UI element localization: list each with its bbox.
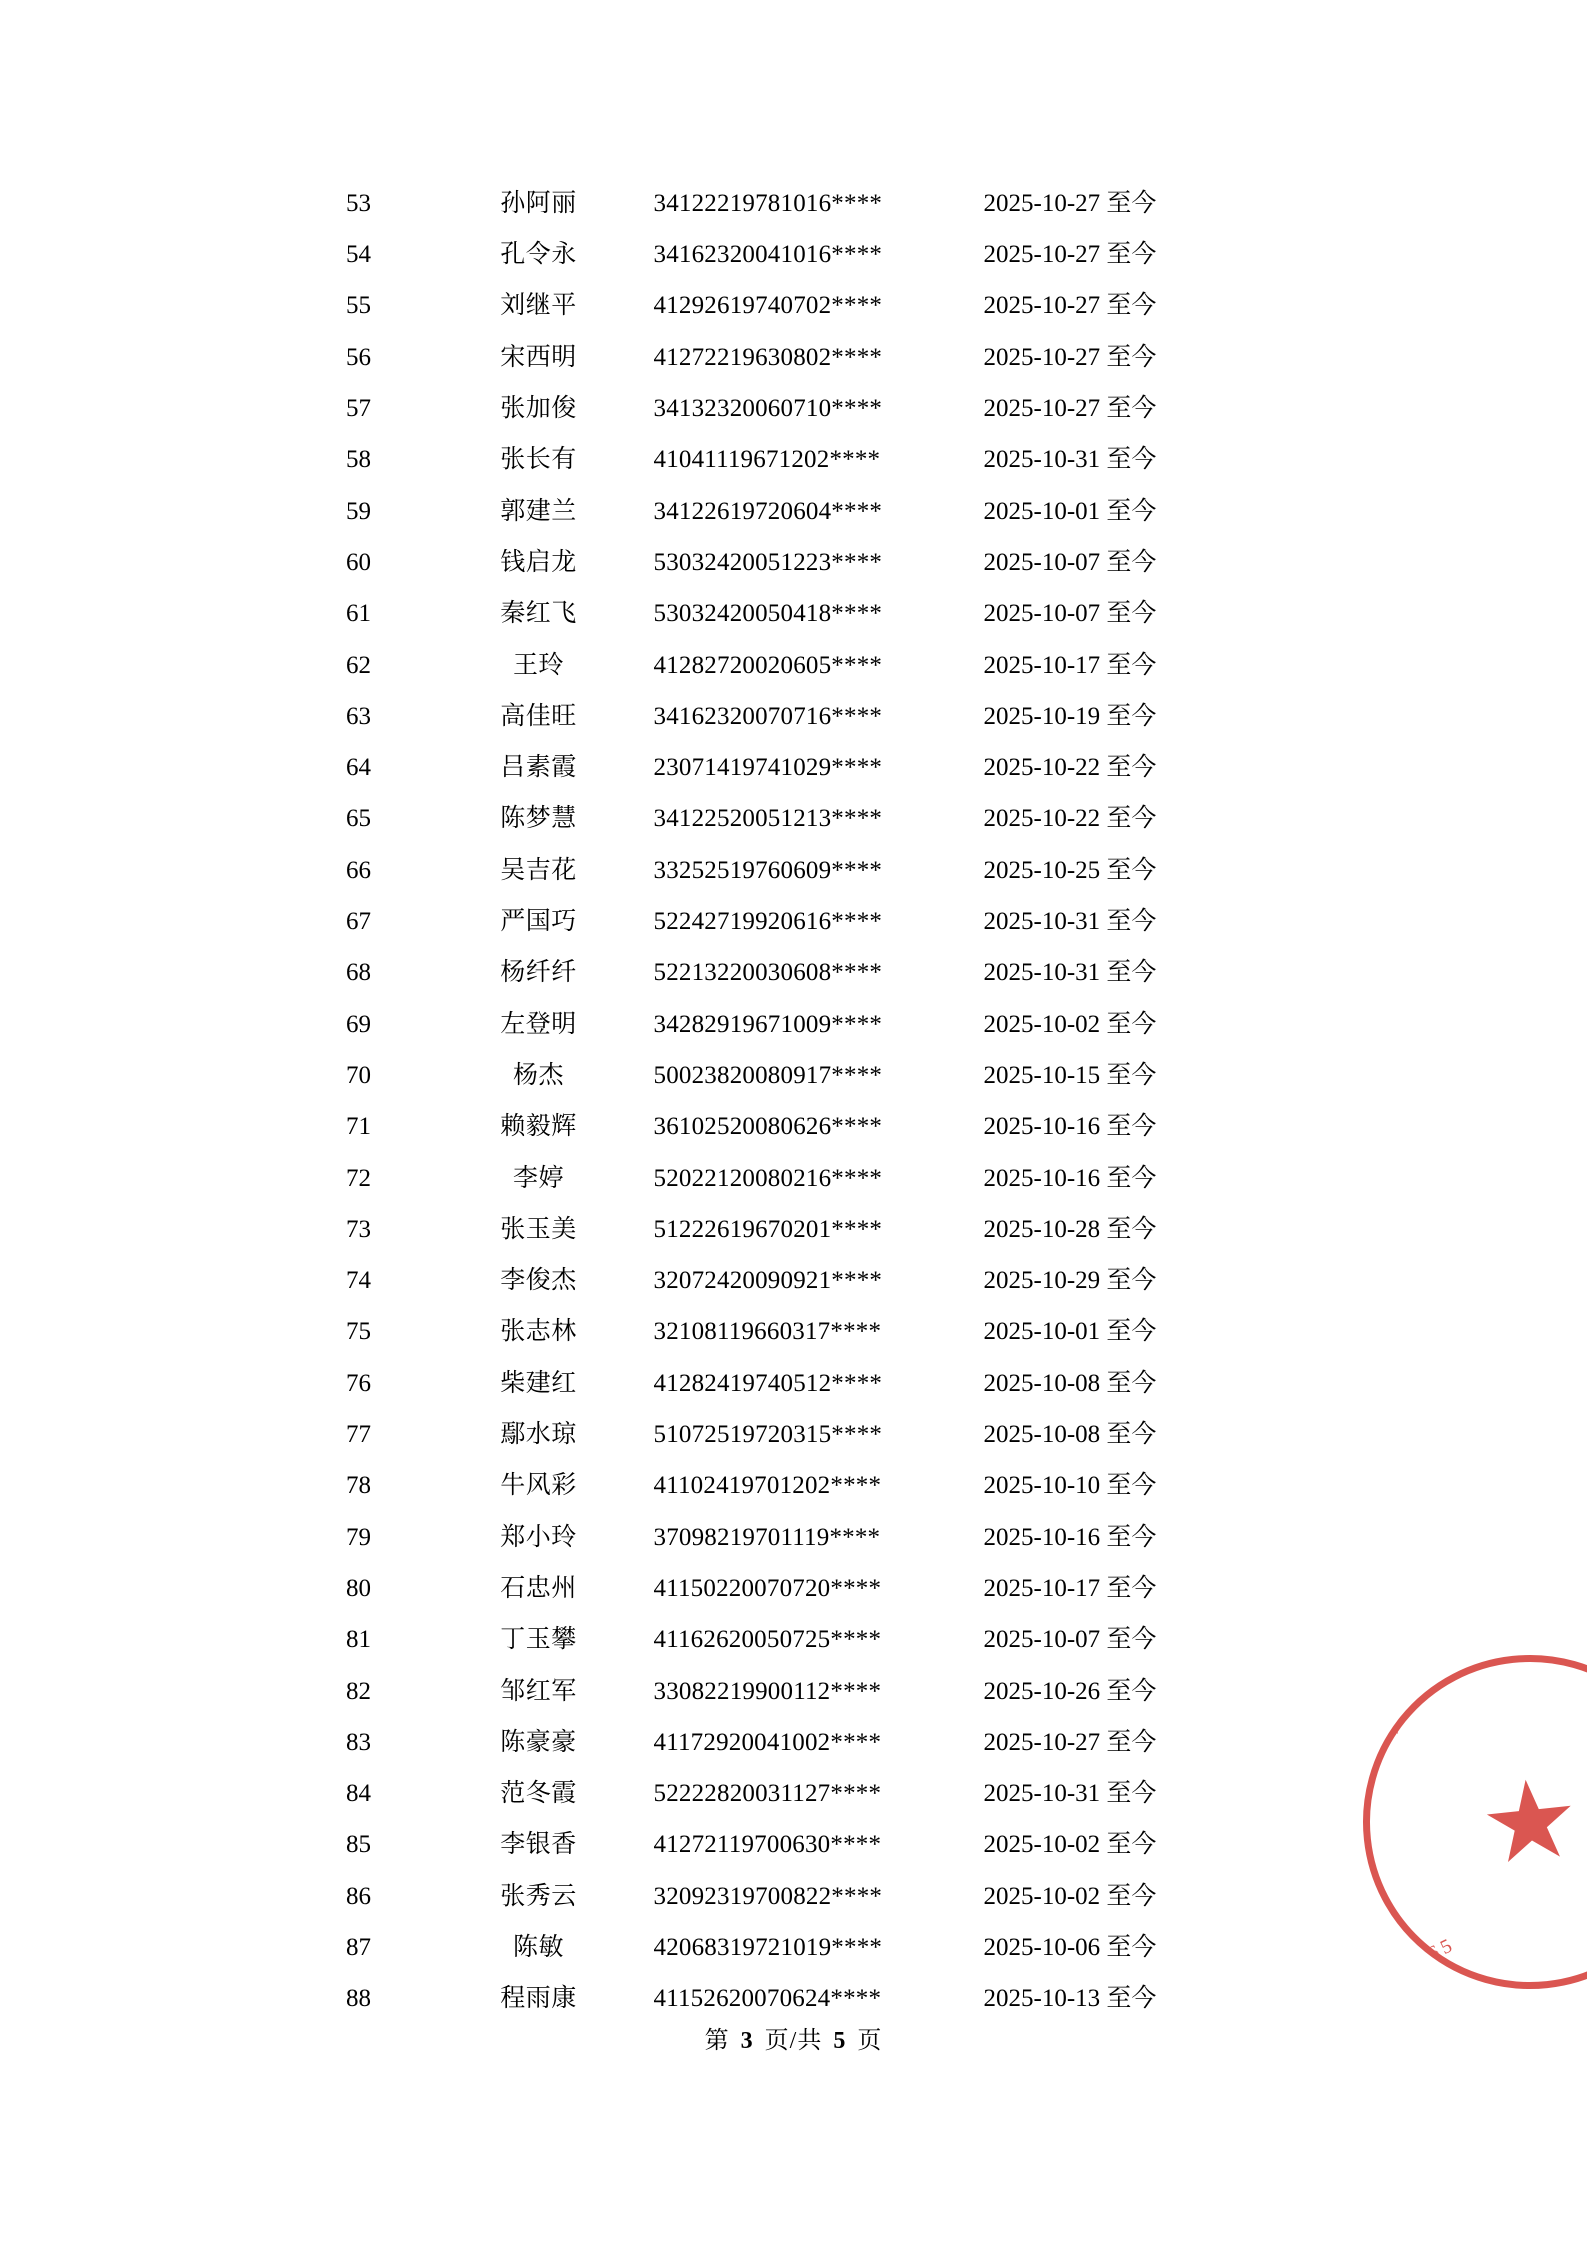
row-index: 59 [346, 497, 371, 525]
row-index: 86 [346, 1882, 371, 1910]
row-index: 77 [346, 1421, 371, 1449]
row-period: 2025-10-17 至今 [983, 651, 1157, 679]
row-id-number: 41272219630802**** [653, 343, 883, 371]
row-index: 55 [346, 292, 371, 320]
row-name: 张加俊 [500, 395, 577, 423]
row-period: 2025-10-27 至今 [983, 395, 1157, 423]
table-row [294, 1358, 1294, 1409]
table-row [294, 537, 1294, 588]
row-period: 2025-10-22 至今 [983, 805, 1157, 833]
row-period: 2025-10-17 至今 [983, 1574, 1157, 1602]
row-index: 88 [346, 1985, 371, 2013]
row-period: 2025-10-08 至今 [983, 1369, 1157, 1397]
row-name: 李银香 [500, 1831, 577, 1859]
row-name: 宋西明 [500, 343, 577, 371]
row-index: 80 [346, 1574, 371, 1602]
row-name: 秦红飞 [500, 600, 577, 628]
table-row [294, 845, 1294, 896]
row-name: 严国巧 [500, 908, 577, 936]
row-id-number: 33082219900112**** [653, 1677, 882, 1705]
row-name: 鄢水琼 [500, 1421, 577, 1449]
row-name: 高佳旺 [500, 702, 577, 730]
row-id-number: 53032420051223**** [653, 548, 883, 576]
row-index: 61 [346, 600, 371, 628]
row-name: 刘继平 [500, 292, 577, 320]
row-id-number: 34162320070716**** [653, 702, 883, 730]
table-row [294, 947, 1294, 998]
page-footer [0, 2020, 1587, 2055]
table-row [294, 1768, 1294, 1819]
row-name: 郭建兰 [500, 497, 577, 525]
row-index: 79 [346, 1523, 371, 1551]
table-row [294, 1871, 1294, 1922]
row-period: 2025-10-07 至今 [983, 1626, 1157, 1654]
table-row [294, 1050, 1294, 1101]
row-id-number: 52022120080216**** [653, 1164, 883, 1192]
table-row [294, 640, 1294, 691]
row-period: 2025-10-07 至今 [983, 600, 1157, 628]
row-period: 2025-10-16 至今 [983, 1523, 1157, 1551]
row-index: 68 [346, 959, 371, 987]
row-index: 71 [346, 1113, 371, 1141]
row-name: 陈敏 [512, 1933, 564, 1961]
row-id-number: 36102520080626**** [653, 1113, 883, 1141]
row-id-number: 34122619720604**** [653, 497, 883, 525]
row-index: 56 [346, 343, 371, 371]
table-row [294, 896, 1294, 947]
row-id-number: 41150220070720**** [653, 1574, 882, 1602]
row-index: 82 [346, 1677, 371, 1705]
row-period: 2025-10-19 至今 [983, 702, 1157, 730]
row-id-number: 41162620050725**** [653, 1626, 882, 1654]
row-index: 72 [346, 1164, 371, 1192]
row-id-number: 51072519720315**** [653, 1421, 883, 1449]
row-name: 牛风彩 [500, 1472, 577, 1500]
row-period: 2025-10-02 至今 [983, 1010, 1157, 1038]
row-index: 81 [346, 1626, 371, 1654]
row-id-number: 42068319721019**** [653, 1933, 883, 1961]
table-row [294, 1512, 1294, 1563]
row-period: 2025-10-31 至今 [983, 1780, 1157, 1808]
row-index: 83 [346, 1728, 371, 1756]
table-row [294, 229, 1294, 280]
row-index: 70 [346, 1061, 371, 1089]
row-period: 2025-10-25 至今 [983, 856, 1157, 884]
table-row [294, 691, 1294, 742]
table-row [294, 1717, 1294, 1768]
row-index: 74 [346, 1267, 371, 1295]
row-index: 75 [346, 1318, 371, 1346]
footer-prefix: 第 [704, 2028, 730, 2054]
row-name: 张秀云 [500, 1882, 577, 1910]
row-period: 2025-10-13 至今 [983, 1985, 1157, 2013]
row-period: 2025-10-10 至今 [983, 1472, 1157, 1500]
footer-suffix: 页 [857, 2028, 883, 2054]
row-name: 邹红军 [500, 1677, 577, 1705]
row-name: 杨纤纤 [500, 959, 577, 987]
roster-table-body [294, 178, 1294, 2025]
row-id-number: 34122520051213**** [653, 805, 883, 833]
table-row [294, 1922, 1294, 1973]
table-row [294, 742, 1294, 793]
table-row [294, 281, 1294, 332]
row-id-number: 23071419741029**** [653, 754, 883, 782]
row-index: 67 [346, 908, 371, 936]
table-row [294, 1614, 1294, 1665]
row-name: 李俊杰 [500, 1267, 577, 1295]
row-period: 2025-10-08 至今 [983, 1421, 1157, 1449]
row-id-number: 41102419701202**** [653, 1472, 882, 1500]
row-name: 石忠州 [500, 1574, 577, 1602]
table-row [294, 1666, 1294, 1717]
row-name: 张玉美 [500, 1215, 577, 1243]
row-period: 2025-10-06 至今 [983, 1933, 1157, 1961]
row-index: 87 [346, 1933, 371, 1961]
row-id-number: 51222619670201**** [653, 1215, 883, 1243]
row-index: 62 [346, 651, 371, 679]
row-name: 左登明 [500, 1010, 577, 1038]
roster-table [294, 178, 1294, 2025]
row-period: 2025-10-27 至今 [983, 1728, 1157, 1756]
row-name: 王玲 [512, 651, 564, 679]
row-id-number: 53032420050418**** [653, 600, 883, 628]
row-index: 84 [346, 1780, 371, 1808]
row-id-number: 32092319700822**** [653, 1882, 883, 1910]
table-row [294, 383, 1294, 434]
row-name: 丁玉攀 [500, 1626, 577, 1654]
row-name: 钱启龙 [500, 548, 577, 576]
row-name: 陈梦慧 [500, 805, 577, 833]
row-period: 2025-10-02 至今 [983, 1882, 1157, 1910]
row-period: 2025-10-16 至今 [983, 1164, 1157, 1192]
table-row [294, 1101, 1294, 1152]
row-index: 78 [346, 1472, 371, 1500]
table-row [294, 588, 1294, 639]
row-id-number: 33252519760609**** [653, 856, 883, 884]
row-period: 2025-10-27 至今 [983, 343, 1157, 371]
row-period: 2025-10-07 至今 [983, 548, 1157, 576]
row-name: 李婷 [512, 1164, 564, 1192]
row-period: 2025-10-29 至今 [983, 1267, 1157, 1295]
row-name: 杨杰 [512, 1061, 564, 1089]
roster-table-container [0, 178, 1587, 2025]
row-id-number: 41292619740702**** [653, 292, 883, 320]
row-name: 吴吉花 [500, 856, 577, 884]
row-index: 63 [346, 702, 371, 730]
seal-bottom-text: 1565 [1399, 1933, 1460, 1978]
seal-top-text: 博 [1370, 1705, 1414, 1747]
row-period: 2025-10-28 至今 [983, 1215, 1157, 1243]
row-period: 2025-10-02 至今 [983, 1831, 1157, 1859]
row-index: 54 [346, 241, 371, 269]
row-id-number: 41272119700630**** [653, 1831, 882, 1859]
row-index: 60 [346, 548, 371, 576]
row-name: 张长有 [500, 446, 577, 474]
row-id-number: 34282919671009**** [653, 1010, 883, 1038]
row-name: 孙阿丽 [500, 189, 577, 217]
row-period: 2025-10-31 至今 [983, 446, 1157, 474]
row-id-number: 34132320060710**** [653, 395, 883, 423]
row-id-number: 52222820031127**** [653, 1780, 882, 1808]
row-name: 程雨康 [500, 1985, 577, 2013]
row-id-number: 41282419740512**** [653, 1369, 883, 1397]
row-id-number: 34122219781016**** [653, 189, 883, 217]
row-index: 64 [346, 754, 371, 782]
footer-middle: 页/共 [764, 2028, 823, 2054]
table-row [294, 1307, 1294, 1358]
table-row [294, 1820, 1294, 1871]
table-row [294, 794, 1294, 845]
row-id-number: 52242719920616**** [653, 908, 883, 936]
row-id-number: 37098219701119**** [653, 1523, 881, 1551]
row-index: 65 [346, 805, 371, 833]
table-row [294, 1204, 1294, 1255]
row-id-number: 41172920041002**** [653, 1728, 882, 1756]
row-index: 57 [346, 395, 371, 423]
row-name: 吕素霞 [500, 754, 577, 782]
table-row [294, 1409, 1294, 1460]
row-period: 2025-10-31 至今 [983, 959, 1157, 987]
row-index: 76 [346, 1369, 371, 1397]
row-name: 柴建红 [500, 1369, 577, 1397]
row-index: 53 [346, 189, 371, 217]
table-row [294, 1973, 1294, 2024]
row-period: 2025-10-31 至今 [983, 908, 1157, 936]
row-index: 58 [346, 446, 371, 474]
row-period: 2025-10-26 至今 [983, 1677, 1157, 1705]
table-row [294, 486, 1294, 537]
star-icon: ★ [1474, 1756, 1586, 1888]
row-id-number: 34162320041016**** [653, 241, 883, 269]
row-period: 2025-10-16 至今 [983, 1113, 1157, 1141]
row-id-number: 32108119660317**** [653, 1318, 882, 1346]
row-period: 2025-10-27 至今 [983, 241, 1157, 269]
row-index: 66 [346, 856, 371, 884]
table-row [294, 1460, 1294, 1511]
row-id-number: 41041119671202**** [653, 446, 881, 474]
row-index: 73 [346, 1215, 371, 1243]
row-id-number: 41152620070624**** [653, 1985, 882, 2013]
row-index: 69 [346, 1010, 371, 1038]
table-row [294, 1153, 1294, 1204]
row-name: 陈豪豪 [500, 1728, 577, 1756]
row-period: 2025-10-22 至今 [983, 754, 1157, 782]
row-id-number: 50023820080917**** [653, 1061, 883, 1089]
row-id-number: 41282720020605**** [653, 651, 883, 679]
row-name: 赖毅辉 [500, 1113, 577, 1141]
row-name: 张志林 [500, 1318, 577, 1346]
footer-current-page: 3 [740, 2028, 754, 2054]
row-period: 2025-10-27 至今 [983, 292, 1157, 320]
row-name: 范冬霞 [500, 1780, 577, 1808]
row-period: 2025-10-01 至今 [983, 497, 1157, 525]
table-row [294, 999, 1294, 1050]
row-period: 2025-10-27 至今 [983, 189, 1157, 217]
table-row [294, 1563, 1294, 1614]
row-period: 2025-10-15 至今 [983, 1061, 1157, 1089]
table-row [294, 178, 1294, 229]
row-id-number: 32072420090921**** [653, 1267, 883, 1295]
row-index: 85 [346, 1831, 371, 1859]
table-row [294, 1255, 1294, 1306]
row-period: 2025-10-01 至今 [983, 1318, 1157, 1346]
footer-total-pages: 5 [833, 2028, 847, 2054]
row-id-number: 52213220030608**** [653, 959, 883, 987]
row-name: 郑小玲 [500, 1523, 577, 1551]
table-row [294, 434, 1294, 485]
table-row [294, 332, 1294, 383]
row-name: 孔令永 [500, 241, 577, 269]
